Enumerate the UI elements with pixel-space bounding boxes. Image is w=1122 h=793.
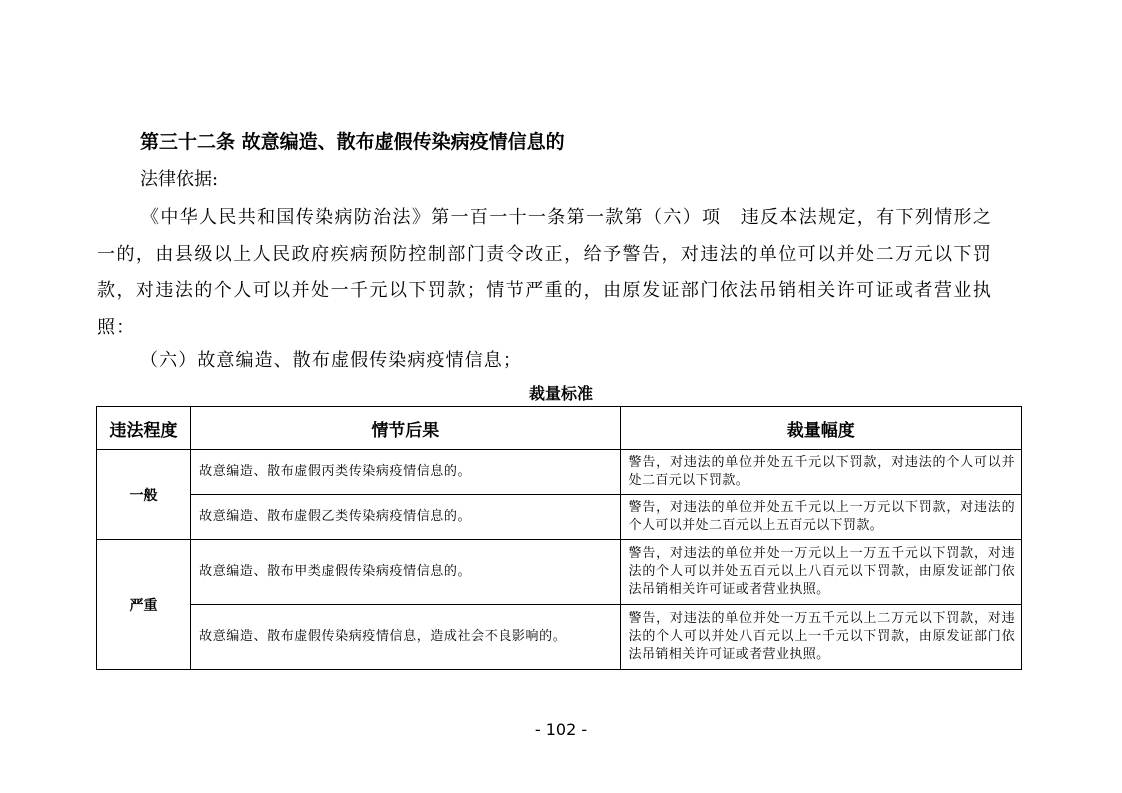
article-title: 第三十二条 故意编造、散布虚假传染病疫情信息的 [140,131,565,153]
discretion-standards-table [96,406,1022,670]
range-cell: 警告，对违法的单位并处一万元以上一万五千元以下罚款，对违法的个人可以并处五百元以上八百元以下罚款，由原发证部门依法吊销相关许可证或者营业执照。 [620,540,1021,605]
header-degree: 违法程度 [97,407,191,450]
range-cell: 警告，对违法的单位并处五千元以下罚款，对违法的个人可以并处二百元以下罚款。 [620,450,1021,495]
law-text: 《中华人民共和国传染病防治法》第一百一十一条第一款第（六）项 违反本法规定，有下列情形之一的，由县级以上人民政府疾病预防控制部门责令改正，给予警告，对违法的单位可以并处二万元以下罚款，对违法的个人可以并处一千元以下罚款；情节严重的，由原发证部门依法吊销相关许可证或者营业执照： [97,207,992,338]
degree-general: 一般 [97,450,191,540]
table-row [97,605,1022,670]
plot-cell: 故意编造、散布虚假丙类传染病疫情信息的。 [191,450,620,495]
law-item: （六）故意编造、散布虚假传染病疫情信息； [140,350,522,371]
range-cell: 警告，对违法的单位并处五千元以上一万元以下罚款，对违法的个人可以并处二百元以上五百元以下罚款。 [620,495,1021,540]
header-range: 裁量幅度 [620,407,1021,450]
plot-cell: 故意编造、散布虚假乙类传染病疫情信息的。 [191,495,620,540]
table-header-row [97,407,1022,450]
header-plot: 情节后果 [191,407,620,450]
table-row [97,540,1022,605]
table-caption: 裁量标准 [528,384,593,403]
range-cell: 警告，对违法的单位并处一万五千元以上二万元以下罚款，对违法的个人可以并处八百元以上一千元以下罚款，由原发证部门依法吊销相关许可证或者营业执照。 [620,605,1021,670]
degree-serious: 严重 [97,540,191,670]
page-number: - 102 - [534,720,588,739]
table-row [97,450,1022,495]
plot-cell: 故意编造、散布虚假传染病疫情信息，造成社会不良影响的。 [191,605,620,670]
table-row [97,495,1022,540]
legal-basis-label: 法律依据: [140,169,219,190]
plot-cell: 故意编造、散布甲类虚假传染病疫情信息的。 [191,540,620,605]
